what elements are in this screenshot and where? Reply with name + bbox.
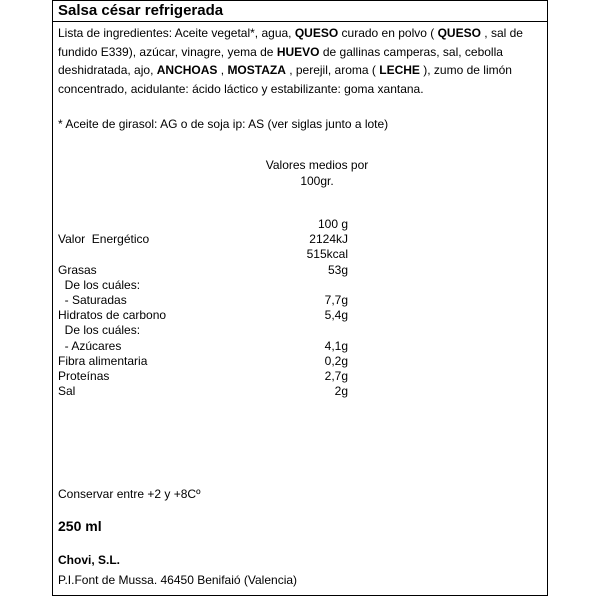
nutrition-row (58, 322, 348, 338)
ingredients-list (58, 24, 534, 98)
nutrient-label: - Saturadas (58, 293, 127, 307)
nutrient-value: 2124kJ (309, 232, 348, 247)
company-name: Chovi, S.L. (58, 553, 121, 567)
nutrient-label: Fibra alimentaria (58, 353, 148, 368)
nutrient-value: 5,4g (324, 308, 348, 323)
nutrition-row (58, 231, 348, 247)
ingredient-text: , (217, 63, 228, 77)
nutrient-label: Proteínas (58, 369, 110, 383)
product-title: Salsa césar refrigerada (58, 2, 224, 19)
ingredient-text: curado en polvo ( (338, 26, 438, 40)
nutrient-label: Grasas (58, 262, 97, 277)
nutrient-label: Hidratos de carbono (58, 308, 167, 323)
ingredient-text: de gallinas camperas, sal, cebolla deshidratada, ajo, (58, 44, 503, 77)
allergen-text: MOSTAZA (227, 63, 286, 77)
company-address: P.I.Font de Mussa. 46450 Benifaió (Valencia) (58, 573, 298, 587)
nutrition-row (58, 307, 348, 323)
nutrition-row (58, 353, 348, 369)
ingredient-text: , sal de fundido E339), azúcar, vinagre, yema de (58, 26, 523, 59)
nutrition-row (58, 383, 348, 399)
title-divider (52, 21, 548, 22)
nutrient-value: 53g (327, 262, 348, 277)
ingredient-text: , perejil, aroma ( (285, 63, 380, 77)
nutrition-row (58, 216, 348, 232)
nutrient-label: - Azúcares (58, 338, 122, 353)
allergen-text: ANCHOAS (156, 63, 218, 77)
nutrient-label: De los cuáles: (58, 277, 141, 292)
nutrient-value: 2,7g (324, 369, 348, 383)
nutrient-value: 515kcal (306, 247, 348, 262)
nutrition-row (58, 246, 348, 262)
allergen-text: HUEVO (276, 44, 320, 59)
oil-footnote: * Aceite de girasol: AG o de soja ip: AS (ver siglas junto a lote) (58, 117, 389, 131)
nutrition-header-unit: 100gr. (300, 174, 334, 188)
nutrition-row (58, 277, 348, 293)
storage-instructions: Conservar entre +2 y +8Cº (58, 487, 201, 501)
allergen-text: QUESO (294, 26, 339, 40)
nutrient-value: 4,1g (324, 338, 348, 353)
nutrition-row (58, 262, 348, 278)
nutrition-header: Valores medios por (265, 158, 369, 172)
allergen-text: LECHE (379, 63, 420, 77)
nutrient-label: Sal (58, 384, 76, 399)
ingredient-text: Lista de ingredientes: Aceite vegetal*, agua, (58, 26, 295, 40)
nutrient-value: 100 g (317, 217, 348, 231)
nutrition-row (58, 368, 348, 384)
net-volume: 250 ml (58, 518, 102, 534)
allergen-text: QUESO (437, 26, 481, 40)
nutrient-label: De los cuáles: (58, 323, 141, 338)
nutrient-value: 0,2g (324, 353, 348, 368)
nutrient-value: 2g (334, 384, 348, 399)
nutrient-value: 7,7g (324, 293, 348, 307)
nutrition-row (58, 338, 348, 354)
nutrient-label: Valor Energético (58, 232, 150, 247)
ingredient-text: ), zumo de limón concentrado, acidulante: ácido láctico y estabilizante: goma xantana. (58, 63, 512, 96)
nutrition-row (58, 292, 348, 308)
